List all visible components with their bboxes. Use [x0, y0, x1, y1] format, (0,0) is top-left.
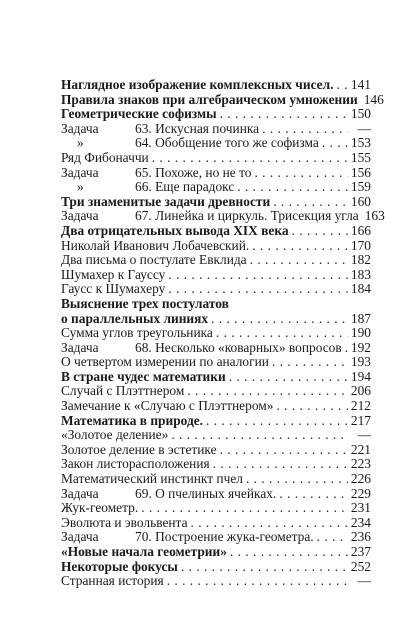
page-number: 159	[350, 179, 371, 195]
dot-leader	[191, 516, 348, 531]
toc-entry	[61, 370, 371, 385]
entry-title: Случай с Плэттнером	[61, 383, 185, 399]
dot-leader	[237, 180, 348, 195]
page-number: 153	[350, 135, 371, 151]
page-number: 187	[350, 310, 371, 326]
dot-leader	[322, 136, 348, 151]
toc-entry	[61, 151, 371, 166]
toc-entry	[61, 341, 371, 356]
dot-leader	[276, 399, 347, 414]
toc-entry	[61, 136, 371, 151]
dot-leader	[168, 268, 348, 283]
dot-leader	[317, 530, 348, 545]
page-number: 237	[350, 544, 371, 559]
page-number: —	[357, 427, 371, 443]
dot-leader	[273, 195, 348, 210]
toc-entry	[61, 312, 371, 327]
dot-leader	[272, 355, 348, 370]
page-number: —	[357, 120, 371, 136]
entry-title: Два письма о постулате Евклида	[61, 252, 247, 268]
toc-entry	[61, 208, 385, 224]
page-number: 146	[363, 91, 384, 107]
entry-title: Математика в природе.	[61, 412, 204, 428]
page-number: 217	[350, 412, 371, 428]
page-number: 231	[350, 500, 371, 516]
toc-entry	[61, 224, 371, 239]
entry-title: «Золотое деление»	[61, 427, 169, 443]
entry-title: Три знаменитые задачи древности	[61, 193, 271, 209]
toc-entry	[61, 560, 371, 575]
toc-entry	[61, 487, 371, 502]
page-number: 206	[350, 383, 371, 399]
entry-title: Жук-геометр.	[61, 500, 139, 516]
toc-entry	[61, 355, 371, 370]
entry-title: Эволюта и эвольвента	[61, 514, 188, 530]
entry-title: Золотое деление в эстетике	[61, 441, 217, 457]
dot-leader	[230, 545, 348, 560]
dot-leader	[141, 501, 348, 516]
page-number: —	[357, 573, 371, 589]
task-label: »	[77, 179, 84, 195]
entry-title: Линейка и циркуль. Трисекция угла	[155, 208, 359, 224]
entry-title: Выяснение трех постулатов	[61, 295, 229, 311]
toc-entry	[61, 457, 371, 472]
page-number: 221	[350, 441, 371, 457]
entry-title: Странная история	[61, 573, 164, 589]
entry-title: Замечание к «Случаю с Плэттнером»	[61, 398, 274, 414]
toc-entry	[61, 268, 371, 283]
page-number: 184	[350, 281, 371, 297]
toc-entry	[61, 239, 371, 254]
page-number: 223	[350, 456, 371, 472]
entry-title: Николай Иванович Лобачевский.	[61, 237, 250, 253]
toc-entry	[61, 326, 371, 341]
toc-entry	[61, 282, 371, 297]
task-number: 67.	[135, 208, 152, 224]
entry-title: Искусная починка	[155, 120, 260, 136]
dot-leader	[279, 487, 348, 502]
task-number: 65.	[135, 164, 152, 180]
page-number: 156	[350, 164, 371, 180]
page-number: 141	[350, 77, 371, 92]
toc-entry	[61, 107, 371, 122]
dot-leader	[211, 312, 348, 327]
dot-leader	[252, 239, 348, 254]
page-number: 150	[350, 106, 371, 122]
entry-title: о параллельных линиях	[61, 310, 209, 326]
page-number: 192	[350, 339, 371, 355]
entry-title: О пчелиных ячейках.	[155, 485, 277, 501]
dot-leader	[246, 472, 348, 487]
task-number: 63.	[135, 120, 152, 136]
toc-entry	[61, 180, 371, 195]
dot-leader	[152, 151, 348, 166]
entry-title: Обобщение того же софизма	[155, 135, 319, 151]
page-number: 170	[350, 237, 371, 253]
page-number: 160	[350, 193, 371, 209]
task-number: 68.	[135, 339, 152, 355]
page-number: 166	[350, 222, 371, 238]
page-number: 212	[350, 398, 371, 414]
toc-entry	[61, 78, 371, 93]
dot-leader	[167, 574, 348, 589]
entry-title: Сумма углов треугольника	[61, 325, 213, 341]
task-label: Задача	[61, 529, 99, 545]
page-number: 226	[350, 471, 371, 487]
toc-entry	[61, 166, 371, 181]
toc-entry	[61, 297, 371, 312]
entry-title: Правила знаков при алгебраическом умножении	[61, 91, 358, 107]
dot-leader	[220, 107, 348, 122]
task-label: Задача	[61, 339, 99, 355]
task-label: Задача	[61, 208, 99, 224]
dot-leader	[220, 443, 348, 458]
dot-leader	[250, 253, 348, 268]
toc-entry	[61, 414, 371, 429]
toc-entry	[61, 399, 371, 414]
dot-leader	[229, 370, 348, 385]
page-number: 252	[350, 558, 371, 574]
page-number: 183	[350, 266, 371, 282]
entry-title: В стране чудес математики	[61, 368, 226, 384]
task-number: 66.	[135, 179, 152, 195]
entry-title: Два отрицательных вывода XIX века	[61, 222, 289, 238]
entry-title: Ряд Фибоначчи	[61, 149, 149, 165]
task-number: 64.	[135, 135, 152, 151]
table-of-contents	[61, 77, 385, 589]
page-number: 155	[350, 149, 371, 165]
dot-leader	[345, 341, 348, 356]
page-number: 236	[350, 529, 371, 545]
task-label: »	[77, 135, 84, 151]
entry-title: Несколько «коварных» вопросов	[155, 339, 342, 355]
dot-leader	[254, 166, 347, 181]
page-number: 163	[364, 208, 385, 224]
toc-entry	[61, 516, 371, 531]
toc-entry	[61, 472, 371, 487]
entry-title: Математический инстинкт пчел	[61, 471, 243, 487]
entry-title: Закон листорасположения	[61, 456, 210, 472]
toc-entry	[61, 384, 371, 399]
entry-title: Некоторые фокусы	[61, 558, 178, 574]
dot-leader	[336, 78, 347, 93]
toc-entry	[61, 428, 371, 443]
entry-title: Наглядное изображение комплексных чисел.	[61, 77, 334, 92]
dot-leader	[187, 384, 348, 399]
dot-leader	[262, 122, 348, 137]
toc-entry	[61, 91, 384, 108]
toc-entry	[61, 501, 371, 516]
page-number: 182	[350, 252, 371, 268]
entry-title: Гаусс к Шумахеру	[61, 281, 166, 297]
page-number: 190	[350, 325, 371, 341]
toc-entry	[61, 545, 371, 560]
toc-entry	[61, 253, 371, 268]
dot-leader	[206, 414, 348, 429]
toc-entry	[61, 195, 371, 210]
entry-title: Построение жука-геометра.	[155, 529, 314, 545]
task-label: Задача	[61, 485, 99, 501]
page-number: 194	[350, 368, 371, 384]
dot-leader	[168, 282, 348, 297]
entry-title: «Новые начала геометрии»	[61, 544, 227, 559]
entry-title: Похоже, но не то	[155, 164, 252, 180]
entry-title: Геометрические софизмы	[61, 106, 217, 122]
dot-leader	[216, 326, 348, 341]
task-number: 69.	[135, 485, 152, 501]
page-number: 193	[350, 354, 371, 370]
dot-leader	[171, 428, 348, 443]
toc-entry	[61, 530, 371, 545]
dot-leader	[292, 224, 348, 239]
dot-leader	[181, 560, 348, 575]
page-number: 229	[350, 485, 371, 501]
task-label: Задача	[61, 120, 99, 136]
entry-title: Шумахер к Гауссу	[61, 266, 166, 282]
task-label: Задача	[61, 164, 99, 180]
task-number: 70.	[135, 529, 152, 545]
toc-entry	[61, 122, 371, 137]
entry-title: О четвертом измерении по аналогии	[61, 354, 269, 370]
toc-entry	[61, 443, 371, 458]
entry-title: Еще парадокс	[155, 179, 235, 195]
toc-entry	[61, 574, 371, 589]
dot-leader	[213, 457, 348, 472]
page-number: 234	[350, 514, 371, 530]
